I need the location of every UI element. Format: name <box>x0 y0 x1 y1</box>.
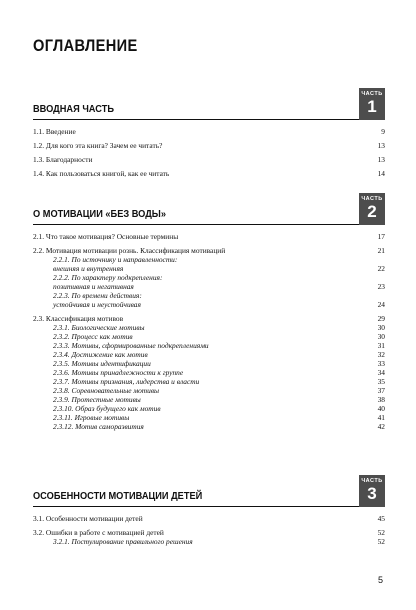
toc-entry-page: 34 <box>377 368 385 377</box>
toc-entry <box>33 359 385 368</box>
toc-entry-page: 42 <box>377 422 385 431</box>
toc-entry-title: 2.1. Что такое мотивация? Основные термины <box>33 232 179 241</box>
toc-entry-page: 52 <box>377 528 385 537</box>
part-badge <box>359 475 385 507</box>
section-title: ВВОДНАЯ ЧАСТЬ <box>33 103 114 115</box>
toc-entry-title: 2.2. Мотивация мотивации рознь. Классификация мотиваций <box>33 246 226 255</box>
toc-entry-title: 2.2.3. По времени действия: <box>53 291 142 300</box>
toc-entry <box>33 537 385 546</box>
toc-entry <box>33 169 385 178</box>
section-header <box>33 193 385 225</box>
toc-entry-page: 14 <box>377 169 385 178</box>
toc-entry-title: 2.3.7. Мотивы признания, лидерства и власти <box>53 377 200 386</box>
toc-entry-title: 2.3.2. Процесс как мотив <box>53 332 133 341</box>
part-badge-number: 1 <box>367 97 377 116</box>
toc-entry-page: 24 <box>377 300 385 309</box>
toc-entry <box>33 528 385 537</box>
toc-entry-page: 13 <box>377 141 385 150</box>
section-header <box>33 475 385 507</box>
toc-entry-title: 2.2.2. По характеру подкрепления: <box>53 273 163 282</box>
toc-entry-page: 35 <box>377 377 385 386</box>
part-badge <box>359 193 385 225</box>
toc-entry <box>33 282 385 291</box>
toc-entry <box>33 350 385 359</box>
section-rule <box>33 224 385 226</box>
toc-entry-page: 37 <box>377 386 385 395</box>
toc-section <box>33 475 385 546</box>
part-badge-label: ЧАСТЬ <box>361 478 383 484</box>
section-title: ОСОБЕННОСТИ МОТИВАЦИИ ДЕТЕЙ <box>33 490 203 502</box>
section-rule <box>33 506 385 508</box>
toc-entry-page: 13 <box>377 155 385 164</box>
section-title: О МОТИВАЦИИ «БЕЗ ВОДЫ» <box>33 208 166 220</box>
toc-entry-page: 21 <box>377 246 385 255</box>
toc-entry-title: 2.3.3. Мотивы, сформированные подкреплениями <box>53 341 209 350</box>
toc-entry-title: 2.3.12. Мотив саморазвития <box>53 422 144 431</box>
toc-entry-page: 33 <box>377 359 385 368</box>
toc-entry-title: устойчивая и неустойчивая <box>53 300 141 309</box>
toc-entry <box>33 323 385 332</box>
toc-entry <box>33 514 385 523</box>
toc-entry-title: 2.3.5. Мотивы идентификации <box>53 359 151 368</box>
toc-entry-page: 9 <box>381 127 385 136</box>
toc-entry-title: 2.3.9. Протестные мотивы <box>53 395 141 404</box>
part-badge-number: 3 <box>367 484 377 503</box>
toc-entry-page: 29 <box>377 314 385 323</box>
toc-entry <box>33 395 385 404</box>
toc-entry-title: 2.3.8. Соревновательные мотивы <box>53 386 160 395</box>
toc-entry <box>33 314 385 323</box>
page-number: 5 <box>377 575 383 585</box>
part-badge-number: 2 <box>367 202 377 221</box>
toc-entry-title: 2.3. Классификация мотивов <box>33 314 124 323</box>
toc-entry-title: 2.2.1. По источнику и направленности: <box>53 255 178 264</box>
toc-entries <box>33 127 385 178</box>
toc-section <box>33 193 385 431</box>
toc-entry <box>33 255 385 264</box>
toc-entry <box>33 332 385 341</box>
toc-entries <box>33 514 385 546</box>
toc-entries <box>33 232 385 431</box>
toc-section <box>33 88 385 178</box>
section-header <box>33 88 385 120</box>
toc-entry-title: 2.3.1. Биологические мотивы <box>53 323 145 332</box>
toc-entry <box>33 422 385 431</box>
toc-entry-title: 2.3.6. Мотивы принадлежности к группе <box>53 368 184 377</box>
toc-entry-page: 23 <box>377 282 385 291</box>
toc-entry-title: 2.3.10. Образ будущего как мотив <box>53 404 161 413</box>
toc-entry-page: 31 <box>377 341 385 350</box>
toc-entry-page: 22 <box>377 264 385 273</box>
toc-entry-title: 1.1. Введение <box>33 127 76 136</box>
toc-entry-page: 17 <box>377 232 385 241</box>
toc-entry <box>33 127 385 136</box>
toc-entry-title: 3.2. Ошибки в работе с мотивацией детей <box>33 528 164 537</box>
toc-entry-title: позитивная и негативная <box>53 282 134 291</box>
toc-entry <box>33 232 385 241</box>
toc-entry <box>33 386 385 395</box>
toc-entry <box>33 155 385 164</box>
toc-entry-title: 1.4. Как пользоваться книгой, как ее читать <box>33 169 170 178</box>
toc-entry-title: 3.2.1. Постулирование правильного решения <box>53 537 193 546</box>
toc-entry <box>33 404 385 413</box>
toc-entry <box>33 413 385 422</box>
toc-entry <box>33 264 385 273</box>
part-badge <box>359 88 385 120</box>
toc-entry-page: 52 <box>377 537 385 546</box>
toc-entry-title: 2.3.11. Игровые мотивы <box>53 413 130 422</box>
part-badge-label: ЧАСТЬ <box>361 196 383 202</box>
toc-entry-page: 38 <box>377 395 385 404</box>
toc-entry-page: 32 <box>377 350 385 359</box>
toc-entry <box>33 291 385 300</box>
section-rule <box>33 119 385 121</box>
toc-entry <box>33 246 385 255</box>
toc-entry-title: внешняя и внутренняя <box>53 264 124 273</box>
toc-entry-page: 40 <box>377 404 385 413</box>
toc-entry <box>33 273 385 282</box>
page-title: ОГЛАВЛЕНИЕ <box>33 36 138 55</box>
toc-entry-page: 41 <box>377 413 385 422</box>
part-badge-label: ЧАСТЬ <box>361 91 383 97</box>
toc-entry <box>33 141 385 150</box>
toc-entry-title: 1.2. Для кого эта книга? Зачем ее читать? <box>33 141 163 150</box>
toc-entry-title: 2.3.4. Достижение как мотив <box>53 350 148 359</box>
toc-entry <box>33 377 385 386</box>
toc-entry <box>33 368 385 377</box>
toc-entry-title: 1.3. Благодарности <box>33 155 93 164</box>
toc-entry-page: 30 <box>377 332 385 341</box>
toc-entry <box>33 341 385 350</box>
toc-entry <box>33 300 385 309</box>
toc-entry-title: 3.1. Особенности мотивации детей <box>33 514 143 523</box>
toc-entry-page: 30 <box>377 323 385 332</box>
toc-entry-page: 45 <box>377 514 385 523</box>
